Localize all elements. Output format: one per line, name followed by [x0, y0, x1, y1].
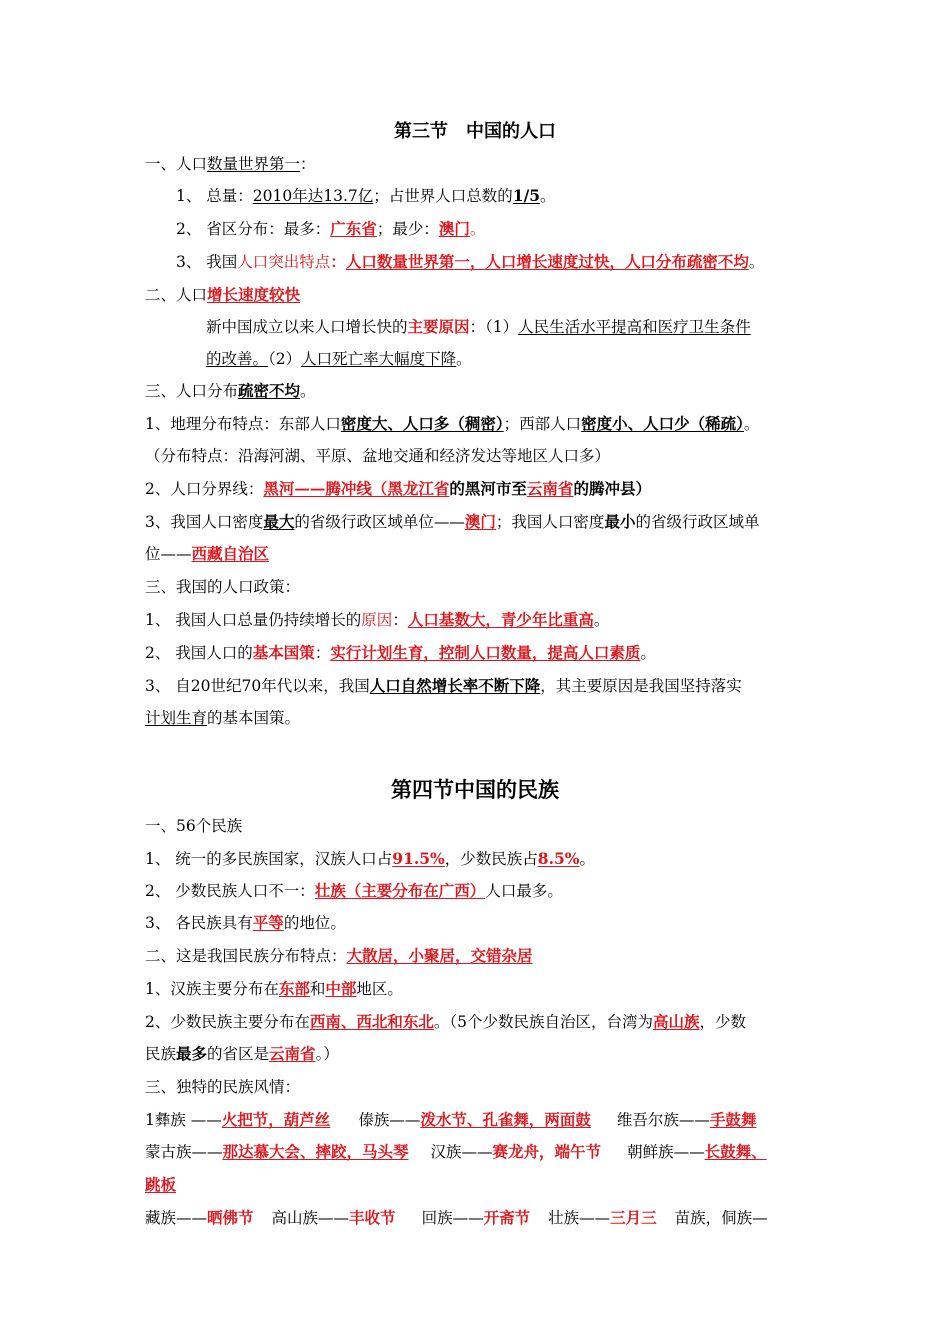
s4-customs-line-2b: 跳板 — [145, 1175, 177, 1194]
s4-han-distribution: 1、汉族主要分布在东部和中部地区。 — [145, 979, 403, 998]
s3-growth-line-2: 的改善。（2）人口死亡率大幅度下降。 — [206, 350, 472, 368]
s3-heading-4: 三、我国的人口政策： — [145, 578, 301, 596]
s3-item-province: 2、 省区分布：最多：广东省；最少：澳门。 — [176, 219, 486, 238]
s4-customs-line-2: 蒙古族——那达慕大会、摔跤，马头琴 汉族——赛龙舟，端午节 朝鲜族——长鼓舞、 — [145, 1142, 767, 1161]
s4-heading-3: 三、独特的民族风情： — [145, 1078, 301, 1096]
s3-policy-3-line-2: 计划生育的基本国策。 — [145, 709, 301, 727]
s3-distribution-note: （分布特点：沿海河湖、平原、盆地交通和经济发达等地区人口多） — [145, 447, 611, 465]
s3-distribution-line-1: 1、地理分布特点：东部人口密度大、人口多（稠密）；西部人口密度小、人口少（稀疏）。 — [145, 414, 760, 433]
s3-policy-2: 2、 我国人口的基本国策：实行计划生育，控制人口数量，提高人口素质。 — [145, 643, 656, 662]
s3-growth-line-1: 新中国成立以来人口增长快的主要原因：（1）人民生活水平提高和医疗卫生条件 — [206, 317, 751, 336]
s3-density-line-2: 位——西藏自治区 — [145, 544, 270, 563]
s3-policy-3-line-1: 3、 自20世纪70年代以来，我国人口自然增长率不断下降，其主要原因是我国坚持落实 — [145, 676, 742, 695]
s4-item-ratio: 1、 统一的多民族国家，汉族人口占91.5%，少数民族占8.5%。 — [145, 849, 596, 868]
s4-minority-distribution-line-1: 2、少数民族主要分布在西南、西北和东北。（5个少数民族自治区，台湾为高山族，少数 — [145, 1012, 747, 1031]
s3-item-features: 3、 我国人口突出特点：人口数量世界第一，人口增长速度过快，人口分布疏密不均。 — [176, 252, 765, 271]
s3-heading-1: 一、人口数量世界第一： — [145, 155, 316, 173]
s3-policy-1: 1、 我国人口总量仍持续增长的原因：人口基数大，青少年比重高。 — [145, 610, 610, 629]
s4-heading-1: 一、56个民族 — [145, 817, 243, 835]
s3-item-total: 1、 总量：2010年达13.7亿；占世界人口总数的1/5。 — [176, 186, 556, 205]
s4-customs-line-1: 1彝族 ——火把节，葫芦丝 傣族——泼水节、孔雀舞，两面鼓 维吾尔族——手鼓舞 — [145, 1110, 757, 1129]
section-3-title: 第三节 中国的人口 — [394, 121, 556, 142]
s4-minority-distribution-line-2: 民族最多的省区是云南省。） — [145, 1044, 339, 1063]
s3-boundary-line: 2、人口分界线：黑河——腾冲线（黑龙江省的黑河市至云南省的腾冲县） — [145, 479, 651, 498]
s4-item-population: 2、 少数民族人口不一：壮族（主要分布在广西）人口最多。 — [145, 881, 563, 900]
s4-item-equality: 3、 各民族具有平等的地位。 — [145, 913, 346, 932]
section-4-title: 第四节中国的民族 — [391, 778, 559, 802]
s4-customs-line-3: 藏族——晒佛节 高山族——丰收节 回族——开斋节 壮族——三月三 苗族，侗族— — [145, 1208, 768, 1227]
s3-heading-2: 二、人口增长速度较快 — [145, 285, 301, 304]
s3-heading-3: 三、人口分布疏密不均。 — [145, 381, 316, 400]
s4-heading-2: 二、这是我国民族分布特点：大散居，小聚居，交错杂居 — [145, 946, 533, 965]
s3-density-line-1: 3、我国人口密度最大的省级行政区域单位——澳门；我国人口密度最小的省级行政区域单 — [145, 512, 760, 531]
